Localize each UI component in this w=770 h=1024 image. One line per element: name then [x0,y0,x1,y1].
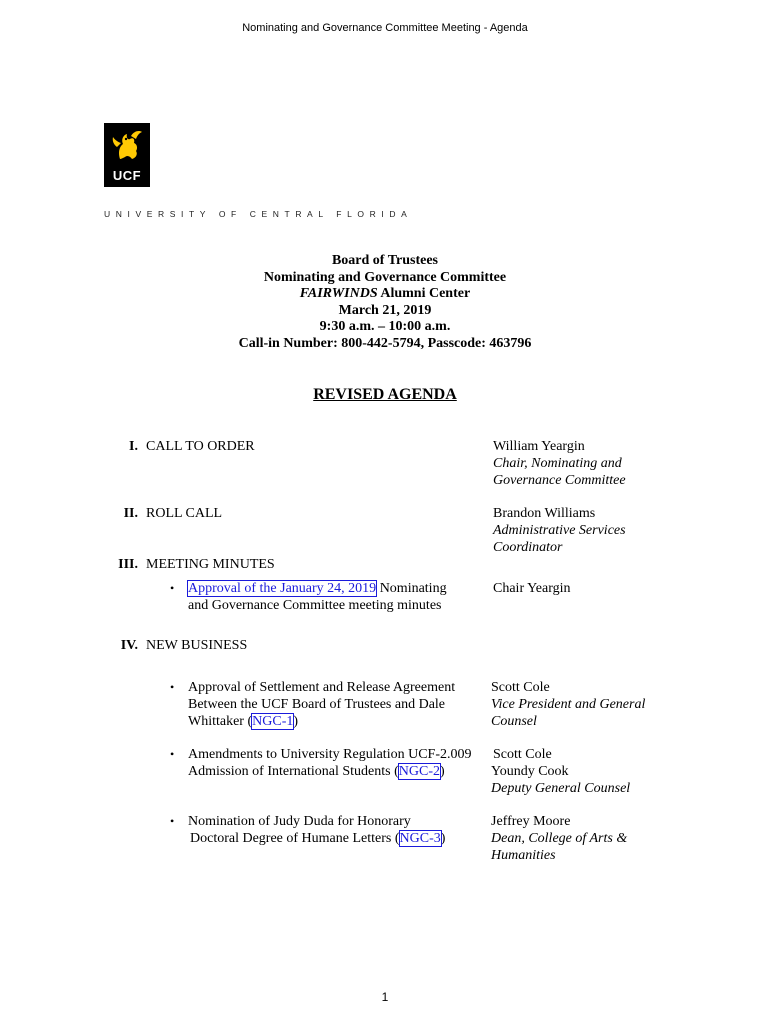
section-title-new-business: NEW BUSINESS [146,638,248,653]
meeting-call-in: Call-in Number: 800-442-5794, Passcode: 463796 [238,335,532,351]
minutes-item-line1 [188,580,447,597]
presenter-role: Humanities [491,848,556,863]
presenter-role: Counsel [491,714,537,729]
running-header: Nominating and Governance Committee Meeting - Agenda [242,22,528,34]
presenter-name: Chair Yeargin [493,581,571,596]
meeting-time: 9:30 a.m. – 10:00 a.m. [319,319,451,334]
logo-text: UCF [112,168,142,183]
section-numeral: I. [129,439,138,454]
text-span: ) [440,831,446,846]
text-span: ) [293,714,299,729]
section-numeral: II. [123,506,138,521]
business-item-line [188,763,445,780]
section-title-call-to-order: CALL TO ORDER [146,439,255,454]
minutes-link[interactable]: Approval of the January 24, 2019 [188,581,377,596]
ngc-2-link[interactable]: NGC-2 [398,764,440,779]
business-item-line: Nomination of Judy Duda for Honorary [188,814,411,829]
presenter-role: Administrative Services [493,523,626,538]
presenter-role: Dean, College of Arts & [491,831,628,846]
bullet-icon: • [170,680,175,694]
section-numeral: III. [118,557,138,572]
text-span: ) [440,764,445,779]
bullet-icon: • [170,581,175,595]
page-number: 1 [381,990,389,1004]
meeting-location [0,286,770,303]
presenter-name: Scott Cole [493,747,552,762]
minutes-item-rest: Nominating [376,581,447,596]
presenter-role: Deputy General Counsel [491,781,631,796]
section-numeral: IV. [120,638,138,653]
ngc-1-link[interactable]: NGC-1 [252,714,294,729]
pegasus-icon [104,125,150,169]
presenter-name: Jeffrey Moore [491,814,571,829]
presenter-role: Vice President and General [491,697,646,712]
university-wordmark: UNIVERSITY OF CENTRAL FLORIDA [104,209,413,219]
presenter-name: Youndy Cook [491,764,569,779]
presenter-name: Brandon Williams [493,506,596,521]
minutes-item-line2: and Governance Committee meeting minutes [188,598,442,613]
presenter-role: Chair, Nominating and [493,456,622,471]
venue-rest: Alumni Center [377,286,471,301]
ngc-3-link[interactable]: NGC-3 [399,831,441,846]
presenter-role: Coordinator [493,540,563,555]
presenter-name: Scott Cole [491,680,550,695]
meeting-board: Board of Trustees [331,253,439,268]
text-span: Whittaker ( [188,714,253,729]
venue-name: FAIRWINDS [299,286,378,301]
presenter-name: William Yeargin [493,439,585,454]
meeting-committee: Nominating and Governance Committee [263,269,507,285]
section-title-roll-call: ROLL CALL [146,506,223,521]
bullet-icon: • [170,747,175,761]
business-item-line [188,713,298,730]
business-item-line: Between the UCF Board of Trustees and Dale [188,697,446,712]
text-span: Doctoral Degree of Humane Letters ( [190,831,400,846]
text-span: Admission of International Students ( [188,764,399,779]
ucf-logo [104,123,150,187]
meeting-info [0,253,770,352]
agenda-title: REVISED AGENDA [313,386,457,403]
meeting-date: March 21, 2019 [338,302,432,318]
section-title-meeting-minutes: MEETING MINUTES [146,557,275,572]
presenter-role: Governance Committee [493,473,626,488]
business-item-line: Approval of Settlement and Release Agreement [188,680,456,695]
business-item-line [190,830,445,847]
bullet-icon: • [170,814,175,828]
business-item-line: Amendments to University Regulation UCF-2.009 [188,747,472,762]
